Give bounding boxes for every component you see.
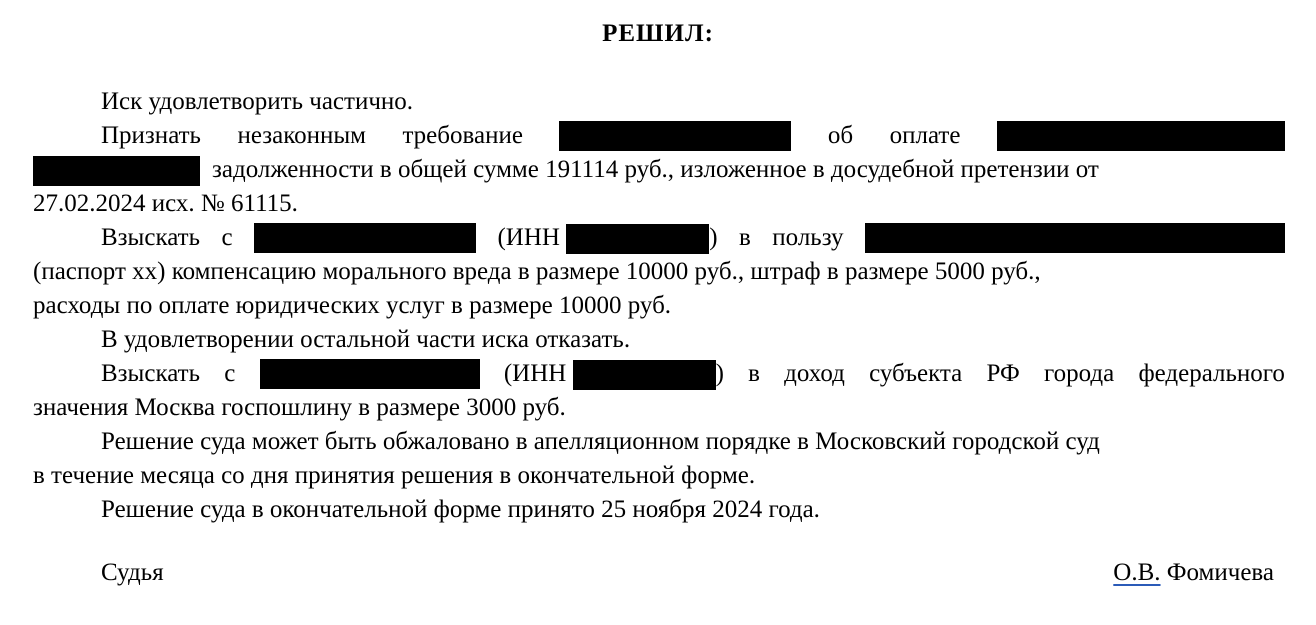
redacted-block [559, 121, 791, 151]
word: в [748, 360, 760, 387]
redacted-block [573, 360, 716, 390]
paragraph-recover-line1 [101, 221, 1285, 255]
paragraph-appeal-line2: в течение месяца со дня принятия решения в окончательной форме. [33, 462, 756, 489]
word: РФ [986, 360, 1020, 387]
word: федерального [1138, 360, 1285, 387]
redacted-block [997, 121, 1285, 151]
paragraph-final-form-date: Решение суда в окончательной форме принято 25 ноября 2024 года. [101, 496, 820, 523]
debt-text: задолженности в общей сумме 191114 руб., изложенное в досудебной претензии от [212, 156, 1099, 183]
word: оплате [889, 122, 961, 149]
word: об [827, 122, 854, 149]
signature-role: Судья [101, 559, 164, 586]
word: требование [402, 122, 523, 149]
redacted-block [260, 359, 480, 389]
inn-label: (ИНН [503, 360, 567, 387]
inn-group [504, 357, 724, 391]
paragraph-recover-line2: (паспорт хх) компенсацию морального вреда в размере 10000 руб., штраф в размере 5000 руб., [33, 258, 1041, 285]
signature-name [1113, 556, 1274, 590]
word: с [224, 360, 236, 387]
paragraph-deny-rest: В удовлетворении остальной части иска отказать. [101, 326, 631, 353]
paragraph-unlawful-line1 [101, 119, 1285, 153]
word: в [739, 224, 751, 251]
word: пользу [772, 224, 844, 251]
paragraph-unlawful-line2 [33, 153, 1285, 187]
word: незаконным [237, 122, 366, 149]
redacted-block [566, 224, 709, 254]
decision-heading: РЕШИЛ: [602, 20, 714, 47]
inn-group [497, 221, 717, 255]
paragraph-appeal-line1: Решение суда может быть обжаловано в апелляционном порядке в Московский городской суд [101, 428, 1100, 455]
word: с [221, 224, 233, 251]
judge-initials: О.В. [1113, 559, 1161, 586]
judge-surname: Фомичева [1166, 559, 1274, 586]
word: Признать [101, 122, 201, 149]
redacted-block [865, 223, 1285, 253]
word: города [1043, 360, 1115, 387]
inn-label: (ИНН [497, 224, 560, 251]
redacted-block [254, 223, 476, 253]
inn-close: ) [715, 360, 724, 387]
paragraph-unlawful-line3: 27.02.2024 исх. № 61115. [33, 190, 298, 217]
paragraph-recover-line3: расходы по оплате юридических услуг в размере 10000 руб. [33, 292, 672, 319]
paragraph-duty-line2: значения Москва госпошлину в размере 3000 руб. [33, 394, 566, 421]
redacted-block [33, 156, 200, 186]
word: субъекта [869, 360, 963, 387]
paragraph-duty-line1 [101, 357, 1285, 391]
paragraph-claim-partial: Иск удовлетворить частично. [101, 88, 414, 115]
inn-close: ) [709, 224, 718, 251]
word: доход [784, 360, 845, 387]
word: Взыскать [101, 360, 200, 387]
word: Взыскать [101, 224, 200, 251]
